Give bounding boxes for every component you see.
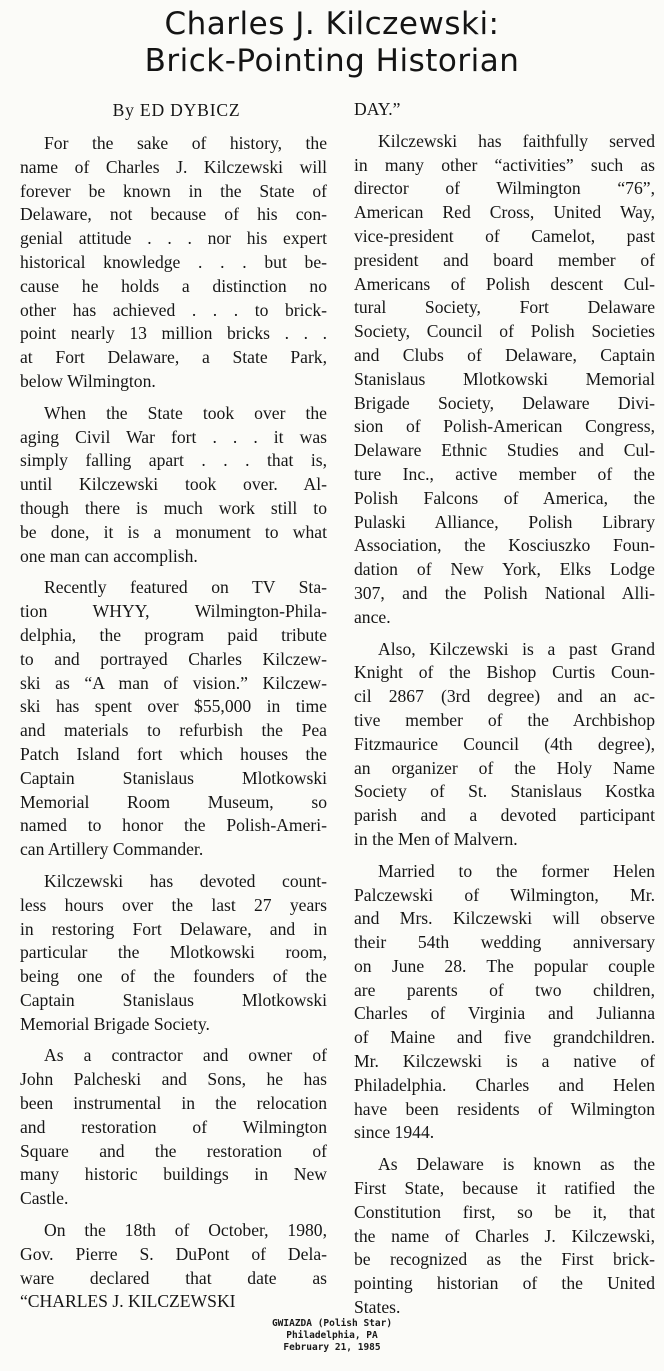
article-paragraph (20, 402, 327, 569)
article-line: being one of the founders of the (20, 966, 327, 987)
article-line: many historic buildings in New (20, 1164, 327, 1185)
article-line: ski has spent over $55,000 in time (20, 696, 327, 717)
article-line: 307, and the Polish National Alli- (354, 582, 655, 603)
article-line: are parents of two children, (354, 979, 655, 1000)
article-line: in many other “activities” such as (354, 154, 655, 175)
article-line: president and board member of (354, 249, 655, 270)
article-line: and Mrs. Kilczewski will observe (354, 908, 655, 929)
article-line: Palczewski of Wilmington, Mr. (354, 884, 655, 905)
article-line: and restoration of Wilmington (20, 1116, 327, 1137)
article-line: ance. (354, 606, 391, 627)
article-line: Married to the former Helen (378, 860, 655, 881)
publication-name: GWIAZDA (Polish Star) (271, 1318, 393, 1329)
article-line: ski as “A man of vision.” Kilczew- (20, 672, 327, 693)
article-line: be done, it is a monument to what (20, 521, 327, 542)
article-line: aging Civil War fort . . . it was (20, 426, 327, 447)
article-line: been instrumental in the relocation (20, 1093, 327, 1114)
article-line: As a contractor and owner of (44, 1045, 327, 1066)
article-line: Mr. Kilczewski is a native of (354, 1051, 655, 1072)
article-line: Fitzmaurice Council (4th degree), (354, 733, 655, 754)
article-line: historical knowledge . . . but be- (20, 251, 327, 272)
article-line: other has achieved . . . to brick- (20, 299, 327, 320)
article-line: tural Society, Fort Delaware (354, 297, 655, 318)
headline-line-2: Brick-Pointing Historian (144, 43, 520, 79)
article-line: in restoring Fort Delaware, and in (20, 918, 327, 939)
article-line: the name of Charles J. Kilczewski, (354, 1225, 655, 1246)
article-line: an organizer of the Holy Name (354, 757, 655, 778)
article-line: vice-president of Camelot, past (354, 225, 655, 246)
article-line: Society of St. Stanislaus Kostka (354, 781, 655, 802)
article-line: director of Wilmington “76”, (354, 178, 655, 199)
article-line: Gov. Pierre S. DuPont of Dela- (20, 1243, 327, 1264)
article-line: until Kilczewski took over. Al- (20, 474, 327, 495)
article-paragraph (20, 1044, 327, 1211)
article-line: On the 18th of October, 1980, (44, 1220, 327, 1241)
article-line: on June 28. The popular couple (354, 955, 655, 976)
article-line: States. (354, 1297, 401, 1318)
article-line: DAY.” (354, 99, 401, 119)
article-line: to and portrayed Charles Kilczew- (20, 648, 327, 669)
article-line: cause he holds a distinction no (20, 275, 327, 296)
article-line: Constitution first, so be it, that (354, 1201, 655, 1222)
article-line: Brigade Society, Delaware Divi- (354, 392, 655, 413)
right-column (354, 98, 655, 1328)
article-line: Delaware Ethnic Studies and Cul- (354, 440, 655, 461)
article-line: Delaware, not because of his con- (20, 204, 327, 225)
article-line: Also, Kilczewski is a past Grand (378, 638, 655, 659)
article-line: in the Men of Malvern. (354, 828, 518, 849)
article-line: parish and a devoted participant (354, 805, 655, 826)
article-line: Philadelphia. Charles and Helen (354, 1074, 655, 1095)
article-line: though there is much work still to (20, 497, 327, 518)
article-line: American Red Cross, United Way, (354, 202, 655, 223)
article-line: Kilczewski has devoted count- (44, 870, 327, 891)
article-line: forever be known in the State of (20, 180, 327, 201)
article-line: have been residents of Wilmington (354, 1098, 655, 1119)
article-line: Captain Stanislaus Mlotkowski (20, 767, 327, 788)
article-line: and materials to refurbish the Pea (20, 720, 327, 741)
article-line: Captain Stanislaus Mlotkowski (20, 989, 327, 1010)
article-line: As Delaware is known as the (378, 1154, 655, 1175)
article-line: genial attitude . . . nor his expert (20, 228, 327, 249)
article-line: For the sake of history, the (44, 133, 327, 153)
article-line: Americans of Polish descent Cul- (354, 273, 655, 294)
article-line: tive member of the Archbishop (354, 709, 655, 730)
article-line: Recently featured on TV Sta- (44, 577, 327, 598)
article-line: First State, because it ratified the (354, 1178, 655, 1199)
article-paragraph (354, 638, 655, 852)
article-line: be recognized as the First brick- (354, 1249, 655, 1270)
article-line: Castle. (20, 1188, 69, 1209)
article-line: When the State took over the (44, 402, 327, 423)
article-line: Stanislaus Mlotkowski Memorial (354, 368, 655, 389)
article-line: Patch Island fort which houses the (20, 743, 327, 764)
source-credit (0, 1318, 664, 1354)
article-line: Pulaski Alliance, Polish Library (354, 511, 655, 532)
article-line: John Palcheski and Sons, he has (20, 1069, 327, 1090)
article-line: ware declared that date as (20, 1267, 327, 1288)
article-line: at Fort Delaware, a State Park, (20, 347, 327, 368)
article-line: of Maine and five grandchildren. (354, 1027, 655, 1048)
article-line: ture Inc., active member of the (354, 463, 655, 484)
article-line: Memorial Brigade Society. (20, 1013, 210, 1034)
article-line: Association, the Kosciuszko Foun- (354, 535, 655, 556)
article-paragraph (20, 1219, 327, 1314)
article-line: one man can accomplish. (20, 545, 198, 566)
article-line: name of Charles J. Kilczewski will (20, 156, 327, 177)
article-line: can Artillery Commander. (20, 839, 204, 860)
article-paragraph (20, 576, 327, 862)
article-line: since 1944. (354, 1122, 435, 1143)
article-line: particular the Mlotkowski room, (20, 942, 327, 963)
article-line: “CHARLES J. KILCZEWSKI (20, 1291, 236, 1312)
article-line: dation of New York, Elks Lodge (354, 559, 655, 580)
article-line: Square and the restoration of (20, 1140, 327, 1161)
article-line: sion of Polish-American Congress, (354, 416, 655, 437)
article-paragraph (354, 130, 655, 630)
article-line: Polish Falcons of America, the (354, 487, 655, 508)
article-paragraph (20, 132, 327, 394)
byline: By ED DYBICZ (112, 100, 241, 120)
article-line: below Wilmington. (20, 370, 156, 391)
publication-date: February 21, 1985 (283, 1342, 381, 1353)
article-line: Knight of the Bishop Curtis Coun- (354, 662, 655, 683)
article-line: named to honor the Polish-Ameri- (20, 815, 327, 836)
publication-place: Philadelphia, PA (286, 1330, 378, 1341)
article-line: Kilczewski has faithfully served (378, 130, 655, 151)
article-line: their 54th wedding anniversary (354, 932, 655, 953)
article-line: pointing historian of the United (354, 1273, 655, 1294)
article-paragraph (20, 870, 327, 1037)
article-line: cil 2867 (3rd degree) and an ac- (354, 686, 655, 707)
article-headline (0, 6, 664, 80)
article-line: delphia, the program paid tribute (20, 624, 327, 645)
article-line: simply falling apart . . . that is, (20, 450, 327, 471)
left-column (20, 98, 327, 1322)
headline-line-1: Charles J. Kilczewski: (164, 6, 500, 42)
article-paragraph (354, 860, 655, 1146)
article-line: Society, Council of Polish Societies (354, 321, 655, 342)
article-line: and Clubs of Delaware, Captain (354, 344, 655, 365)
article-line: Memorial Room Museum, so (20, 791, 327, 812)
article-line: less hours over the last 27 years (20, 894, 327, 915)
article-line: Charles of Virginia and Julianna (354, 1003, 655, 1024)
right-column-body (354, 98, 655, 1320)
article-paragraph (354, 98, 655, 122)
article-line: point nearly 13 million bricks . . . (20, 323, 327, 344)
left-column-body (20, 132, 327, 1314)
article-paragraph (354, 1153, 655, 1320)
article-line: tion WHYY, Wilmington-Phila- (20, 601, 327, 622)
